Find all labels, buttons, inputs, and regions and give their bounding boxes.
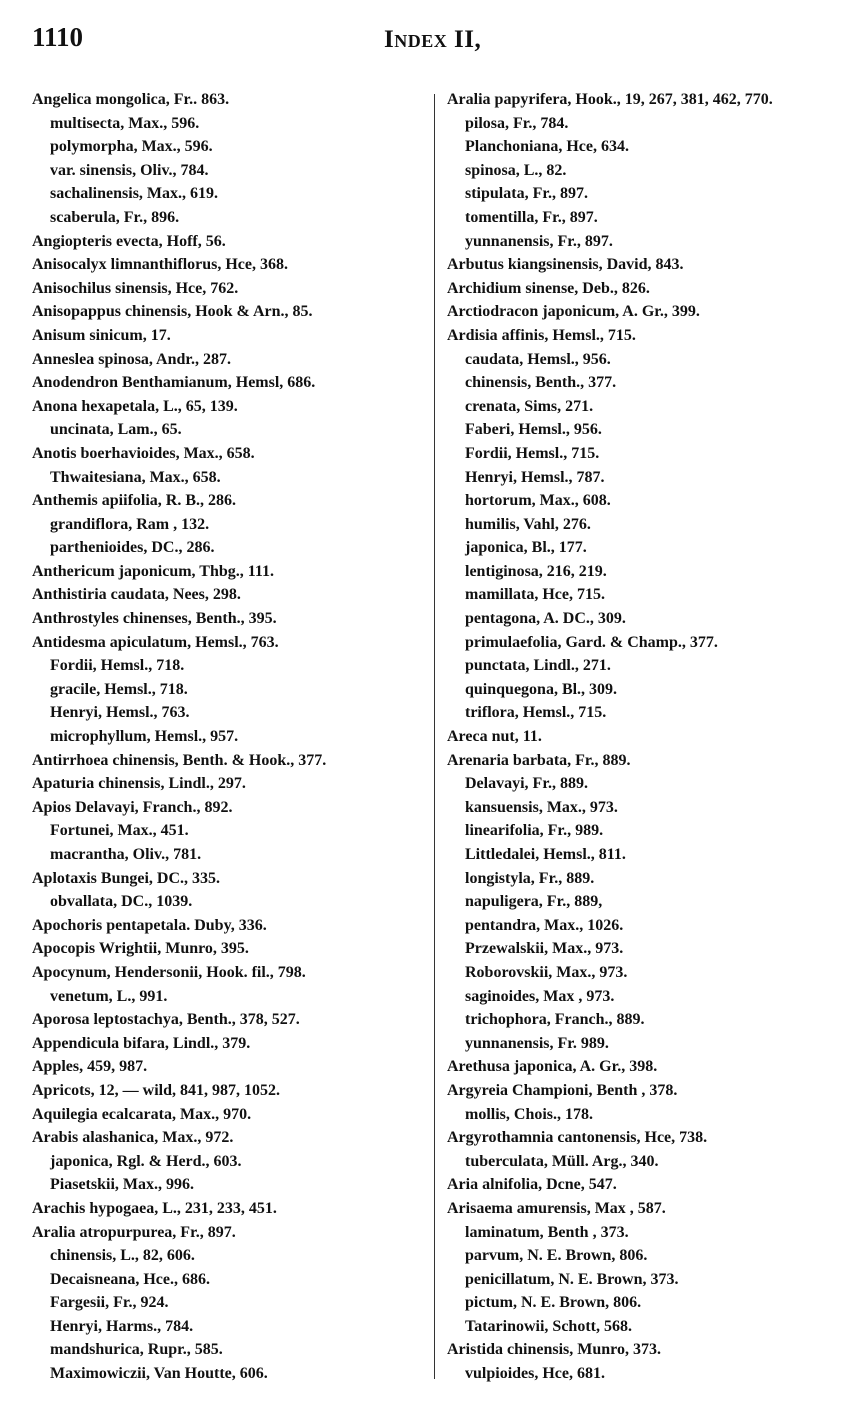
index-subentry: mamillata, Hce, 715. [465, 586, 605, 604]
index-entry: Arbutus kiangsinensis, David, 843. [447, 256, 684, 274]
index-subentry: lentiginosa, 216, 219. [465, 562, 607, 580]
index-subentry: yunnanensis, Fr., 897. [465, 232, 613, 250]
index-entry: Anona hexapetala, L., 65, 139. [32, 397, 238, 415]
index-subentry: yunnanensis, Fr. 989. [465, 1034, 609, 1052]
index-subentry: Tatarinowii, Schott, 568. [465, 1317, 632, 1335]
index-subentry: mollis, Chois., 178. [465, 1105, 594, 1123]
index-entry: Aquilegia ecalcarata, Max., 970. [32, 1105, 252, 1123]
index-entry: Anotis boerhavioides, Max., 658. [32, 444, 255, 462]
index-subentry: laminatum, Benth , 373. [465, 1223, 629, 1241]
index-subentry: obvallata, DC., 1039. [50, 893, 193, 911]
index-subentry: Delavayi, Fr., 889. [465, 775, 588, 793]
index-entry: Anthistiria caudata, Nees, 298. [32, 586, 241, 604]
index-entry: Apios Delavayi, Franch., 892. [32, 798, 233, 816]
page-number: 1110 [32, 22, 84, 52]
index-subentry: Littledalei, Hemsl., 811. [465, 846, 626, 863]
index-subentry: pilosa, Fr., 784. [465, 114, 569, 132]
index-entry: Aria alnifolia, Dcne, 547. [447, 1176, 617, 1194]
index-subentry: Faberi, Hemsl., 956. [465, 421, 602, 439]
index-column-right [447, 88, 847, 1386]
index-subentry: punctata, Lindl., 271. [465, 657, 611, 675]
index-entry: Apocynum, Hendersonii, Hook. fil., 798. [32, 963, 306, 981]
index-entry: Appendicula bifara, Lindl., 379. [32, 1034, 251, 1052]
index-subentry: gracile, Hemsl., 718. [50, 680, 188, 698]
index-subentry: parvum, N. E. Brown, 806. [465, 1247, 648, 1265]
index-entry: Aplotaxis Bungei, DC., 335. [32, 869, 221, 887]
index-entry: Angiopteris evecta, Hoff, 56. [32, 232, 226, 250]
index-entry: Anisocalyx limnanthiflorus, Hce, 368. [32, 256, 289, 274]
index-entry: Apricots, 12, — wild, 841, 987, 1052. [32, 1081, 280, 1099]
index-subentry: hortorum, Max., 608. [465, 492, 611, 510]
index-subentry: penicillatum, N. E. Brown, 373. [465, 1270, 679, 1288]
index-column-left [32, 88, 427, 1386]
index-subentry: Decaisneana, Hce., 686. [50, 1270, 210, 1288]
index-entry: Angelica mongolica, Fr.. 863. [32, 91, 230, 108]
index-subentry: uncinata, Lam., 65. [50, 421, 182, 439]
index-entry: Anisum sinicum, 17. [32, 326, 171, 344]
index-entry: Apochoris pentapetala. Duby, 336. [32, 916, 267, 934]
index-subentry: multisecta, Max., 596. [50, 114, 200, 132]
index-subentry: kansuensis, Max., 973. [465, 798, 618, 816]
index-subentry: pictum, N. E. Brown, 806. [465, 1294, 642, 1312]
index-subentry: Fortunei, Max., 451. [50, 822, 189, 840]
index-subentry: triflora, Hemsl., 715. [465, 704, 607, 722]
index-subentry: Thwaitesiana, Max., 658. [50, 468, 221, 486]
index-entry: Anisopappus chinensis, Hook & Arn., 85. [32, 303, 313, 321]
index-subentry: japonica, Rgl. & Herd., 603. [50, 1152, 242, 1170]
index-subentry: venetum, L., 991. [50, 987, 168, 1005]
index-subentry: Henryi, Hemsl., 787. [465, 468, 605, 486]
index-subentry: Fordii, Hemsl., 718. [50, 657, 185, 675]
page-header [0, 22, 850, 62]
index-subentry: parthenioides, DC., 286. [50, 539, 215, 557]
index-entry: Aporosa leptostachya, Benth., 378, 527. [32, 1011, 300, 1029]
index-subentry: primulaefolia, Gard. & Champ., 377. [465, 633, 718, 651]
index-entry: Apocopis Wrightii, Munro, 395. [32, 940, 249, 958]
index-subentry: longistyla, Fr., 889. [465, 869, 595, 887]
index-entry: Arethusa japonica, A. Gr., 398. [447, 1058, 658, 1076]
index-subentry: macrantha, Oliv., 781. [50, 846, 202, 863]
index-subentry: Fordii, Hemsl., 715. [465, 444, 600, 462]
index-subentry: chinensis, Benth., 377. [465, 374, 617, 392]
index-entry: Apples, 459, 987. [32, 1058, 148, 1076]
index-entry: Arabis alashanica, Max., 972. [32, 1129, 234, 1147]
index-subentry: pentandra, Max., 1026. [465, 916, 624, 934]
index-subentry: saginoides, Max , 973. [465, 987, 615, 1005]
index-entry: Antirrhoea chinensis, Benth. & Hook., 377. [32, 751, 327, 769]
index-entry: Apaturia chinensis, Lindl., 297. [32, 775, 246, 793]
index-entry: Aralia papyrifera, Hook., 19, 267, 381, 462, 770. [447, 91, 773, 108]
index-entry: Anthrostyles chinenses, Benth., 395. [32, 610, 277, 628]
index-entry: Argyreia Championi, Benth , 378. [447, 1081, 678, 1099]
index-subentry: Przewalskii, Max., 973. [465, 940, 624, 958]
index-subentry: crenata, Sims, 271. [465, 397, 594, 415]
index-subentry: microphyllum, Hemsl., 957. [50, 728, 239, 746]
index-subentry: sachalinensis, Max., 619. [50, 185, 219, 203]
index-entry: Argyrothamnia cantonensis, Hce, 738. [447, 1129, 708, 1147]
index-entry: Antidesma apiculatum, Hemsl., 763. [32, 633, 279, 651]
index-subentry: Maximowiczii, Van Houtte, 606. [50, 1365, 268, 1383]
index-subentry: humilis, Vahl, 276. [465, 515, 591, 533]
index-entry: Anisochilus sinensis, Hce, 762. [32, 279, 239, 297]
index-entry: Arenaria barbata, Fr., 889. [447, 751, 631, 769]
index-subentry: Roborovskii, Max., 973. [465, 963, 628, 981]
index-subentry: spinosa, L., 82. [465, 161, 567, 179]
index-subentry: Henryi, Hemsl., 763. [50, 704, 190, 722]
index-subentry: quinquegona, Bl., 309. [465, 680, 618, 698]
index-entry: Aralia atropurpurea, Fr., 897. [32, 1223, 236, 1241]
index-subentry: scaberula, Fr., 896. [50, 208, 180, 226]
index-subentry: mandshurica, Rupr., 585. [50, 1341, 223, 1359]
index-entry: Anodendron Benthamianum, Hemsl, 686. [32, 374, 316, 392]
index-subentry: japonica, Bl., 177. [465, 539, 587, 557]
index-subentry: var. sinensis, Oliv., 784. [50, 161, 209, 179]
index-subentry: tomentilla, Fr., 897. [465, 208, 598, 226]
index-entry: Arisaema amurensis, Max , 587. [447, 1199, 666, 1217]
index-subentry: caudata, Hemsl., 956. [465, 350, 611, 368]
index-subentry: Fargesii, Fr., 924. [50, 1294, 169, 1312]
running-title: Index II, [384, 26, 482, 53]
index-subentry: vulpioides, Hce, 681. [465, 1365, 606, 1383]
index-entry: Anneslea spinosa, Andr., 287. [32, 350, 232, 368]
index-subentry: napuligera, Fr., 889, [465, 893, 603, 911]
index-subentry: pentagona, A. DC., 309. [465, 610, 626, 628]
index-subentry: trichophora, Franch., 889. [465, 1011, 645, 1029]
index-entry: Ardisia affinis, Hemsl., 715. [447, 326, 636, 344]
index-entry: Archidium sinense, Deb., 826. [447, 279, 650, 297]
index-entry: Arachis hypogaea, L., 231, 233, 451. [32, 1199, 277, 1217]
index-subentry: stipulata, Fr., 897. [465, 185, 588, 203]
index-subentry: Henryi, Harms., 784. [50, 1317, 194, 1335]
index-subentry: polymorpha, Max., 596. [50, 138, 213, 156]
index-entry: Areca nut, 11. [447, 728, 542, 746]
index-entry: Anthericum japonicum, Thbg., 111. [32, 562, 274, 580]
index-subentry: grandiflora, Ram , 132. [50, 515, 210, 533]
index-subentry: linearifolia, Fr., 989. [465, 822, 604, 840]
index-entry: Anthemis apiifolia, R. B., 286. [32, 492, 237, 510]
index-subentry: Piasetskii, Max., 996. [50, 1176, 194, 1194]
index-subentry: chinensis, L., 82, 606. [50, 1247, 195, 1265]
index-subentry: Planchoniana, Hce, 634. [465, 138, 630, 156]
index-entry: Arctiodracon japonicum, A. Gr., 399. [447, 303, 700, 321]
index-entry: Aristida chinensis, Munro, 373. [447, 1341, 661, 1359]
index-subentry: tuberculata, Müll. Arg., 340. [465, 1152, 659, 1170]
column-divider [434, 94, 435, 1379]
